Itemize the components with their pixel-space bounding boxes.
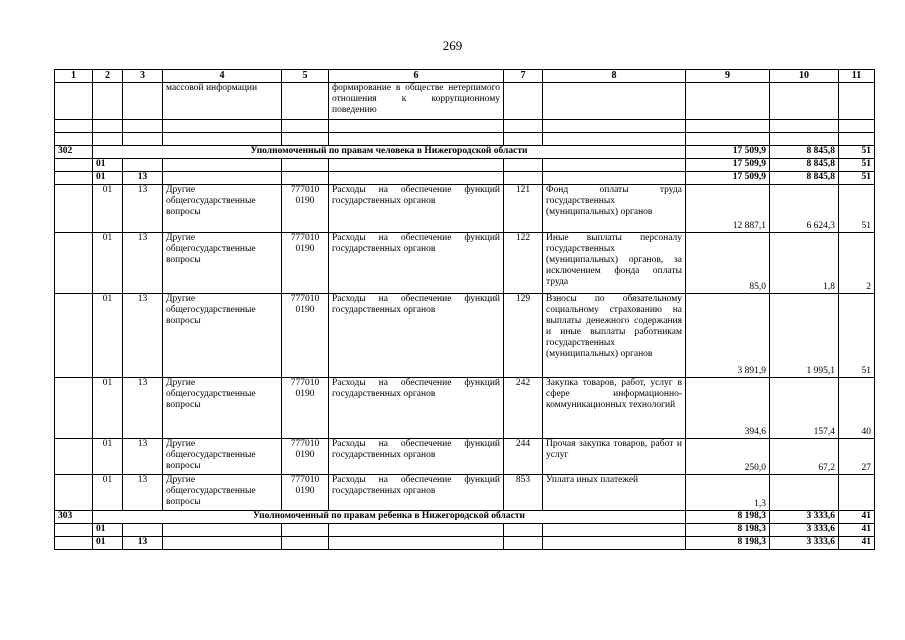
table-cell: 41 — [839, 537, 875, 550]
table-cell: 41 — [839, 524, 875, 537]
table-cell: 01 — [93, 439, 123, 475]
table-cell: 51 — [839, 159, 875, 172]
table-cell — [770, 475, 839, 511]
table-cell: 777010 0190 — [282, 233, 329, 294]
table-cell: Другие общегосударственные вопросы — [163, 233, 282, 294]
table-cell: Фонд оплаты труда государственных (муниципальных) органов — [543, 185, 686, 233]
table-cell: 853 — [504, 475, 543, 511]
table-row — [55, 294, 875, 378]
table-cell: 27 — [839, 439, 875, 475]
table-cell: Другие общегосударственные вопросы — [163, 294, 282, 378]
subsection-row — [55, 159, 875, 172]
table-cell: 01 — [93, 233, 123, 294]
table-cell: 8 845,8 — [770, 159, 839, 172]
table-cell: 51 — [839, 185, 875, 233]
table-cell: 13 — [123, 475, 163, 511]
section-title: Уполномоченный по правам ребенка в Нижегородской области — [93, 511, 686, 524]
table-cell: Расходы на обеспечение функций государственных органов — [329, 475, 504, 511]
subsection-row — [55, 172, 875, 185]
header-cell: 3 — [123, 70, 163, 83]
table-cell: 01 — [93, 185, 123, 233]
empty-row — [55, 133, 875, 146]
header-cell: 8 — [543, 70, 686, 83]
table-row — [55, 185, 875, 233]
table-cell: Расходы на обеспечение функций государственных органов — [329, 378, 504, 439]
table-cell: 67,2 — [770, 439, 839, 475]
table-cell: массовой информации — [163, 83, 282, 120]
table-cell: 1,8 — [770, 233, 839, 294]
table-row — [55, 378, 875, 439]
table-cell: Уплата иных платежей — [543, 475, 686, 511]
table-cell: Другие общегосударственные вопросы — [163, 185, 282, 233]
table-cell: 13 — [123, 185, 163, 233]
table-cell: 8 198,3 — [686, 524, 770, 537]
table-cell: Взносы по обязательному социальному страхованию на выплаты денежного содержания и иные выплаты работникам государственных (муниципальных) органов — [543, 294, 686, 378]
table-cell: 01 — [93, 524, 123, 537]
table-cell: 51 — [839, 172, 875, 185]
table-cell: 1,3 — [686, 475, 770, 511]
table-row — [55, 233, 875, 294]
table-cell: 2 — [839, 233, 875, 294]
section-code: 303 — [55, 511, 93, 524]
table-cell: 244 — [504, 439, 543, 475]
table-cell: Другие общегосударственные вопросы — [163, 475, 282, 511]
subsection-row — [55, 524, 875, 537]
header-cell: 9 — [686, 70, 770, 83]
table-cell: 777010 0190 — [282, 475, 329, 511]
table-cell: 777010 0190 — [282, 439, 329, 475]
table-cell: 394,6 — [686, 378, 770, 439]
table-cell: 250,0 — [686, 439, 770, 475]
table-cell: 01 — [93, 378, 123, 439]
table-cell: Другие общегосударственные вопросы — [163, 439, 282, 475]
section-row — [55, 146, 875, 159]
table-cell: 40 — [839, 378, 875, 439]
table-cell: 01 — [93, 475, 123, 511]
table-cell: 01 — [93, 294, 123, 378]
section-row — [55, 511, 875, 524]
section-code: 302 — [55, 146, 93, 159]
table-cell: 13 — [123, 233, 163, 294]
table-cell: 3 333,6 — [770, 524, 839, 537]
table-cell: 122 — [504, 233, 543, 294]
table-cell: 51 — [839, 146, 875, 159]
table-cell: Расходы на обеспечение функций государственных органов — [329, 439, 504, 475]
table-cell: 777010 0190 — [282, 378, 329, 439]
table-cell: 17 509,9 — [686, 172, 770, 185]
section-title: Уполномоченный по правам человека в Нижегородской области — [93, 146, 686, 159]
table-cell: 12 887,1 — [686, 185, 770, 233]
table-cell: 3 333,6 — [770, 511, 839, 524]
table-cell: 85,0 — [686, 233, 770, 294]
table-cell: Другие общегосударственные вопросы — [163, 378, 282, 439]
table-cell: формирование в обществе нетерпимого отношения к коррупционному поведению — [329, 83, 504, 120]
header-cell: 7 — [504, 70, 543, 83]
table-cell: 3 333,6 — [770, 537, 839, 550]
table-cell: 242 — [504, 378, 543, 439]
table-cell: 13 — [123, 439, 163, 475]
header-cell: 2 — [93, 70, 123, 83]
table-cell: 121 — [504, 185, 543, 233]
table-cell: Закупка товаров, работ, услуг в сфере информационно-коммуникационных технологий — [543, 378, 686, 439]
table-cell: 01 — [93, 172, 123, 185]
table-cell: 13 — [123, 537, 163, 550]
table-cell: 777010 0190 — [282, 185, 329, 233]
table-cell: 1 995,1 — [770, 294, 839, 378]
table-cell: 8 198,3 — [686, 537, 770, 550]
table-cell: 777010 0190 — [282, 294, 329, 378]
page-number: 269 — [442, 38, 463, 53]
table-cell: 01 — [93, 159, 123, 172]
table-cell: 8 845,8 — [770, 146, 839, 159]
header-cell: 5 — [282, 70, 329, 83]
empty-row — [55, 120, 875, 133]
continuation-row — [55, 83, 875, 120]
table-cell — [839, 475, 875, 511]
table-cell: 13 — [123, 294, 163, 378]
table-cell: Расходы на обеспечение функций государственных органов — [329, 233, 504, 294]
table-cell: 13 — [123, 172, 163, 185]
table-cell: Прочая закупка товаров, работ и услуг — [543, 439, 686, 475]
table-cell: 51 — [839, 294, 875, 378]
table-cell: 129 — [504, 294, 543, 378]
header-row — [55, 70, 875, 83]
table-cell: 8 845,8 — [770, 172, 839, 185]
table-cell: 8 198,3 — [686, 511, 770, 524]
table-cell: 6 624,3 — [770, 185, 839, 233]
table-row — [55, 439, 875, 475]
table-cell: 3 891,9 — [686, 294, 770, 378]
header-cell: 10 — [770, 70, 839, 83]
table-cell: 157,4 — [770, 378, 839, 439]
subsection-row — [55, 537, 875, 550]
table-cell: Расходы на обеспечение функций государственных органов — [329, 185, 504, 233]
header-cell: 1 — [55, 70, 93, 83]
table-cell: 17 509,9 — [686, 146, 770, 159]
table-cell: 17 509,9 — [686, 159, 770, 172]
budget-table — [54, 69, 875, 550]
table-cell: 13 — [123, 378, 163, 439]
header-cell: 4 — [163, 70, 282, 83]
table-row — [55, 475, 875, 511]
table-cell: 41 — [839, 511, 875, 524]
header-cell: 11 — [839, 70, 875, 83]
table-cell: Иные выплаты персоналу государственных (муниципальных) органов, за исключением фонда оплаты труда — [543, 233, 686, 294]
table-cell: 01 — [93, 537, 123, 550]
header-cell: 6 — [329, 70, 504, 83]
table-cell: Расходы на обеспечение функций государственных органов — [329, 294, 504, 378]
